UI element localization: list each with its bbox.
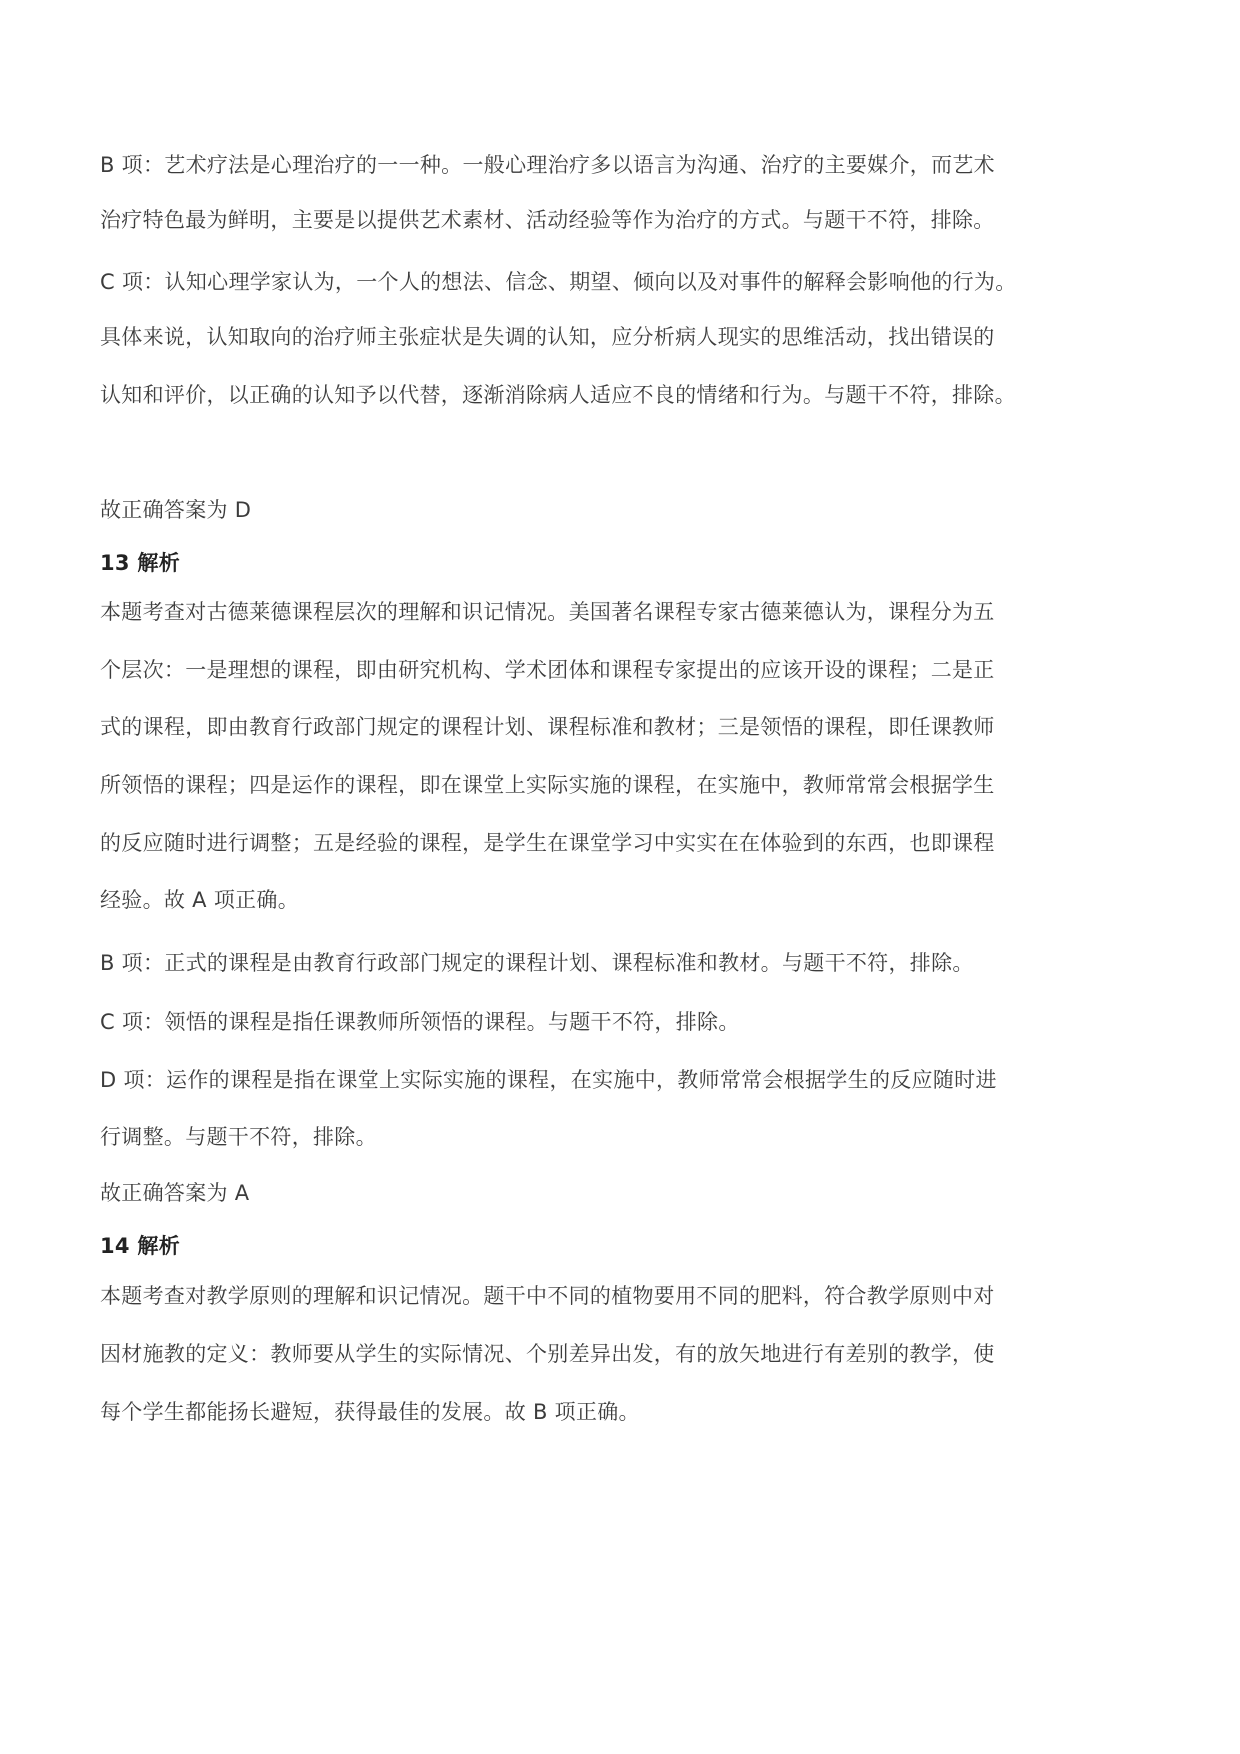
text-line: 因材施教的定义：教师要从学生的实际情况、个别差异出发，有的放矢地进行有差别的教学，使 [100,1342,995,1366]
text-line: 个层次：一是理想的课程，即由研究机构、学术团体和课程专家提出的应该开设的课程；二是正 [100,658,995,682]
answer-line: 故正确答案为 D [100,498,252,522]
text-line: 本题考查对教学原则的理解和识记情况。题干中不同的植物要用不同的肥料，符合教学原则中对 [100,1284,995,1308]
text-line: 经验。故 A 项正确。 [100,888,300,912]
text-line: 认知和评价，以正确的认知予以代替，逐渐消除病人适应不良的情绪和行为。与题干不符，排除。 [100,383,1016,407]
text-line: 治疗特色最为鲜明，主要是以提供艺术素材、活动经验等作为治疗的方式。与题干不符，排除。 [100,208,995,232]
text-line: B 项：正式的课程是由教育行政部门规定的课程计划、课程标准和教材。与题干不符，排除。 [100,951,974,975]
text-line: 本题考查对古德莱德课程层次的理解和识记情况。美国著名课程专家古德莱德认为，课程分为五 [100,600,995,624]
text-line: B 项：艺术疗法是心理治疗的一一种。一般心理治疗多以语言为沟通、治疗的主要媒介，而艺术 [100,153,995,177]
text-line: 具体来说，认知取向的治疗师主张症状是失调的认知，应分析病人现实的思维活动，找出错误的 [100,325,995,349]
answer-line: 故正确答案为 A [100,1181,250,1205]
text-line: 式的课程，即由教育行政部门规定的课程计划、课程标准和教材；三是领悟的课程，即任课教师 [100,715,995,739]
text-line: 的反应随时进行调整；五是经验的课程，是学生在课堂学习中实实在在体验到的东西，也即课程 [100,831,995,855]
text-line: 行调整。与题干不符，排除。 [100,1125,377,1149]
text-line: C 项：认知心理学家认为，一个人的想法、信念、期望、倾向以及对事件的解释会影响他的行为。 [100,270,1017,294]
section-heading: 13 解析 [100,551,181,575]
text-line: D 项：运作的课程是指在课堂上实际实施的课程，在实施中，教师常常会根据学生的反应随时进 [100,1068,997,1092]
text-line: 每个学生都能扬长避短，获得最佳的发展。故 B 项正确。 [100,1400,640,1424]
text-line: C 项：领悟的课程是指任课教师所领悟的课程。与题干不符，排除。 [100,1010,740,1034]
text-line: 所领悟的课程；四是运作的课程，即在课堂上实际实施的课程，在实施中，教师常常会根据学生 [100,773,995,797]
section-heading: 14 解析 [100,1234,181,1258]
